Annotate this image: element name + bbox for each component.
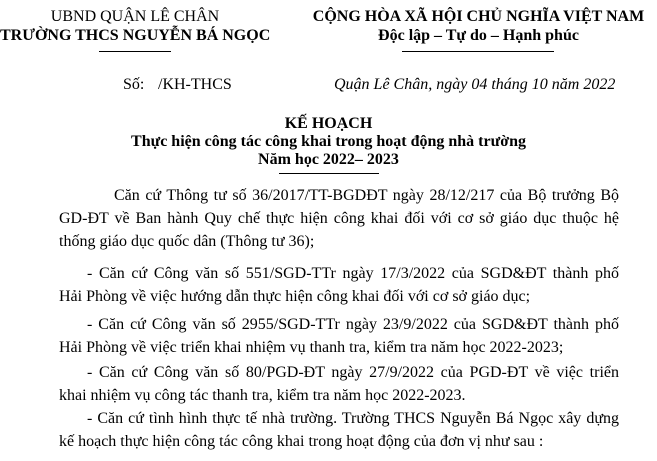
document-type-heading: KẾ HOẠCH [284, 115, 373, 132]
school-name-underline [99, 51, 171, 52]
doc-number-label: Số: [123, 76, 145, 93]
paragraph-line: Hải Phòng về việc hướng dẫn thực hiện công khai đối với cơ sở giáo dục; [59, 288, 531, 305]
paragraph-legal-basis-2 [59, 262, 619, 308]
title-underline [279, 173, 379, 174]
national-motto: Độc lập – Tự do – Hạnh phúc [378, 27, 579, 44]
country-name: CỘNG HÒA XÃ HỘI CHỦ NGHĨA VIỆT NAM [312, 8, 645, 25]
paragraph-legal-basis-1 [59, 184, 619, 253]
paragraph-line: kế hoạch thực hiện công tác công khai trong hoạt động của đơn vị như sau : [59, 433, 544, 450]
paragraph-line: khai nhiệm vụ công tác thanh tra, kiểm tra năm học 2022-2023. [59, 387, 466, 404]
school-name: TRƯỜNG THCS NGUYỄN BÁ NGỌC [0, 27, 271, 44]
paragraph-legal-basis-4 [59, 361, 619, 407]
paragraph-line: - Căn cứ tình hình thực tế nhà trường. Trường THCS Nguyễn Bá Ngọc xây dựng [87, 410, 619, 427]
paragraph-line: - Căn cứ Công văn số 2955/SGD-TTr ngày 23/9/2022 của SGD&ĐT thành phố [87, 316, 619, 333]
motto-underline [402, 51, 554, 52]
school-year: Năm học 2022– 2023 [258, 151, 399, 168]
place-date: Quận Lê Chân, ngày 04 tháng 10 năm 2022 [334, 76, 616, 93]
paragraph-line: Hải Phòng về việc triển khai nhiệm vụ thanh tra, kiểm tra năm học 2022-2023; [59, 339, 564, 356]
paragraph-legal-basis-3 [59, 313, 619, 359]
paragraph-line: Căn cứ Thông tư số 36/2017/TT-BGDĐT ngày 28/12/217 của Bộ trưởng Bộ [114, 187, 619, 204]
paragraph-line: GD-ĐT về Ban hành Quy chế thực hiện công khai đối với cơ sở giáo dục thuộc hệ [59, 210, 619, 227]
paragraph-school-situation [59, 407, 619, 453]
doc-number-value: /KH-THCS [158, 76, 232, 93]
document-subtitle: Thực hiện công tác công khai trong hoạt động nhà trường [131, 133, 526, 150]
paragraph-line: - Căn cứ Công văn số 80/PGD-ĐT ngày 27/9/2022 của PGD-ĐT về việc triển [87, 364, 619, 381]
paragraph-line: - Căn cứ Công văn số 551/SGD-TTr ngày 17/3/2022 của SGD&ĐT thành phố [87, 265, 619, 282]
paragraph-line: thống giáo dục quốc dân (Thông tư 36); [59, 233, 315, 250]
issuing-authority: UBND QUẬN LÊ CHÂN [50, 8, 220, 25]
